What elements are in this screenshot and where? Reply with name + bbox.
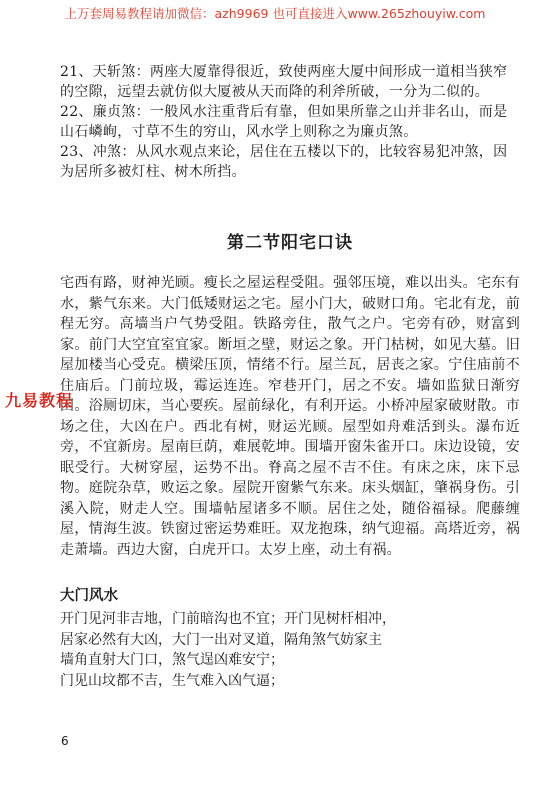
entry-22: 22、廉贞煞：一般风水注重背后有靠，但如果所靠之山并非名山，而是山石嶙峋，寸草不生的穷山，风水学上则称之为廉贞煞。 xyxy=(60,104,508,140)
verse-line: 墙角直射大门口，煞气逞凶难安宁； xyxy=(60,652,284,668)
entry-21: 21、天斩煞：两座大厦靠得很近，致使两座大厦中间形成一道相当狭窄的空隙，远望去就仿似大厦被从天而降的利斧所破，一分为二似的。 xyxy=(60,64,508,100)
section-title: 第二节阳宅口诀 xyxy=(227,233,353,253)
house-rhyme-text: 宅西有路，财神光顾。瘦长之屋运程受阻。强邻压境，难以出头。宅东有水，紫气东来。大门低矮财运之宅。屋小门大，破财口角。宅北有龙，前程无穷。高墙当户气势受阻。铁路旁住，散气之户。宅旁有砂，财富到家。前门大空宜室宜家。断垣之壁，财运之象。开门枯树，如见大墓。旧屋加楼当心受克。横梁压顶，情绪不行。屋兰瓦，居丧之家。宁住庙前不住庙后。门前垃圾，霉运连连。窄巷开门，居之不安。墙如监狱日渐穷困。浴厕切床，当心要疾。屋前绿化，有利开运。小桥冲屋家破财散。市场之住，大凶在户。西北有树，财运光顾。屋型如舟难活到头。瀑布近旁，不宜新房。屋南巨荫，难展乾坤。围墙开窗朱雀开口。床边设镜，安眠受行。大树穿屋，运势不出。脊高之屋不吉不住。有床之床，床下忌物。庭院杂草，败运之象。屋院开窗紫气东来。床头烟缸，肇祸身伤。引溪入院，财走人空。围墙帖屋诸多不顺。居住之处，随俗福禄。爬藤缠屋，情海生波。铁窗过密运势难旺。双龙抱珠，纳气迎福。高塔近旁，祸走萧墙。西边大窗，白虎开口。太岁上座，动土有祸。 xyxy=(60,275,520,558)
page-content xyxy=(60,62,520,691)
page-number: 6 xyxy=(61,734,69,748)
verse-line: 开门见河非吉地，门前暗沟也不宜；开门见树杆相冲， xyxy=(60,611,396,627)
subsection-heading: 大门风水 xyxy=(60,588,118,604)
entry-23: 23、冲煞：从风水观点来论，居住在五楼以下的，比较容易犯冲煞，因为居所多被灯柱、树木所挡。 xyxy=(60,144,508,180)
watermark-stamp: 九易教程 xyxy=(5,391,74,410)
verse-line: 门见山坟都不吉，生气难入凶气逼； xyxy=(60,672,284,689)
header-banner: 上万套周易教程请加微信：azh9969 也可直接进入www.265zhouyiw.com xyxy=(64,6,486,21)
verse-line: 居家必然有大凶，大门一出对叉道，隔角煞气妨家主 xyxy=(60,631,382,648)
